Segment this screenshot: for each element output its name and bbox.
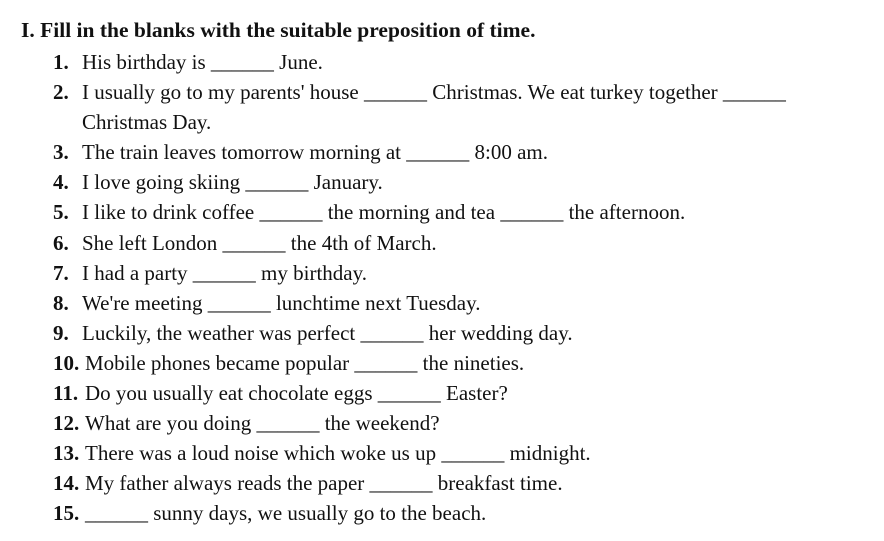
question-text-continued: Christmas Day. <box>82 110 212 135</box>
question-number: 14. <box>53 471 80 496</box>
question-item <box>0 77 884 137</box>
question-number: 4. <box>53 170 69 195</box>
question-list <box>0 47 884 529</box>
question-number: 12. <box>53 411 80 436</box>
question-text: I had a party ______ my birthday. <box>82 260 367 285</box>
question-text: Do you usually eat chocolate eggs ______ Easter? <box>85 381 508 406</box>
question-number: 10. <box>53 350 80 375</box>
question-number: 3. <box>53 140 69 165</box>
question-number: 5. <box>53 200 69 225</box>
question-item <box>0 348 884 378</box>
question-text: ______ sunny days, we usually go to the beach. <box>85 501 487 526</box>
question-text: Mobile phones became popular ______ the nineties. <box>85 350 525 375</box>
question-item <box>0 137 884 167</box>
question-text: The train leaves tomorrow morning at ______ 8:00 am. <box>82 140 548 165</box>
question-text: Luckily, the weather was perfect ______ her wedding day. <box>82 320 573 345</box>
question-text: My father always reads the paper ______ breakfast time. <box>85 471 563 496</box>
question-number: 8. <box>53 290 69 315</box>
question-item <box>0 468 884 498</box>
question-number: 1. <box>53 50 69 74</box>
question-item <box>0 378 884 408</box>
question-number: 7. <box>53 260 69 285</box>
question-item <box>0 258 884 288</box>
question-text: His birthday is ______ June. <box>82 50 323 74</box>
question-number: 13. <box>53 441 80 466</box>
question-item <box>0 228 884 258</box>
question-item <box>0 408 884 438</box>
question-number: 11. <box>53 381 79 406</box>
question-text: What are you doing ______ the weekend? <box>85 411 440 436</box>
question-item <box>0 318 884 348</box>
question-number: 2. <box>53 80 69 105</box>
question-text: I love going skiing ______ January. <box>82 170 383 195</box>
question-number: 15. <box>53 501 80 526</box>
question-number: 6. <box>53 230 69 255</box>
question-item <box>0 498 884 528</box>
question-item <box>0 288 884 318</box>
worksheet-title: I. Fill in the blanks with the suitable preposition of time. <box>21 18 536 42</box>
question-number: 9. <box>53 320 69 345</box>
question-text: There was a loud noise which woke us up ______ midnight. <box>85 441 591 466</box>
question-item <box>0 47 884 77</box>
question-text: I usually go to my parents' house ______ Christmas. We eat turkey together ______ <box>82 80 786 105</box>
question-text: I like to drink coffee ______ the morning and tea ______ the afternoon. <box>82 200 686 225</box>
question-item <box>0 438 884 468</box>
question-text: We're meeting ______ lunchtime next Tuesday. <box>82 290 481 315</box>
question-item <box>0 167 884 197</box>
question-text: She left London ______ the 4th of March. <box>82 230 437 255</box>
question-item <box>0 197 884 227</box>
